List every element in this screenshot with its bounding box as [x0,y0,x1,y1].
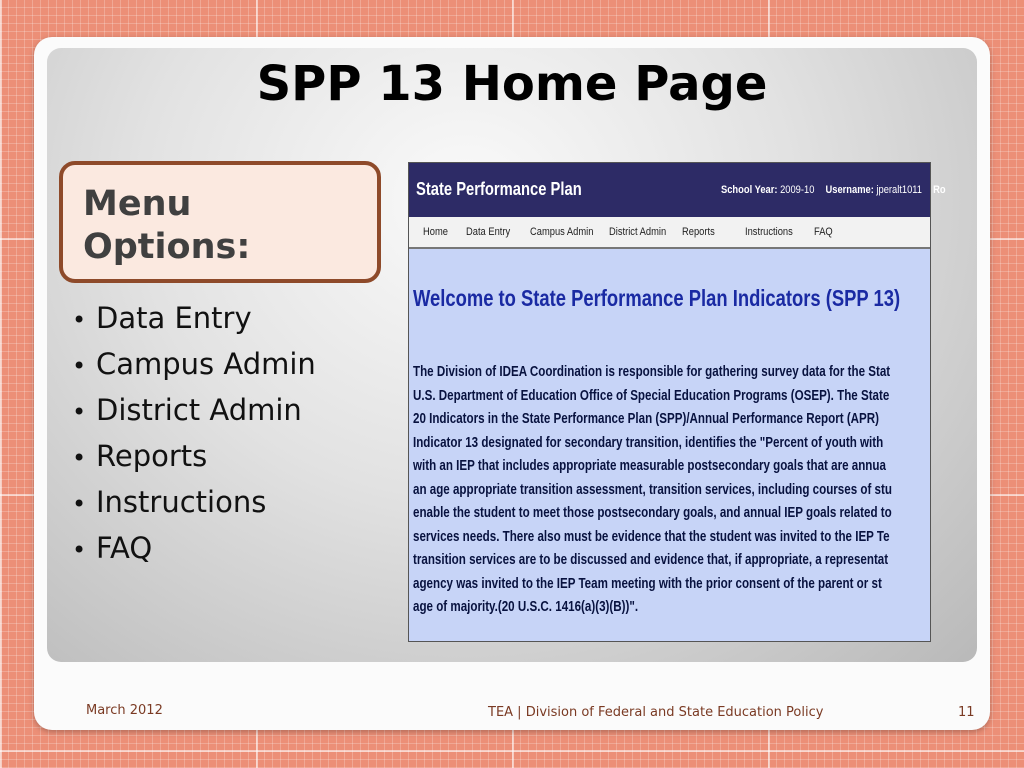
list-item: • FAQ [72,526,316,572]
nav-district-admin[interactable]: District Admin [609,226,667,238]
nav-reports[interactable]: Reports [682,226,715,238]
intro-paragraph: The Division of IDEA Coordination is responsible for gathering survey data for the Stat U.S. Department of Education Office of Special Education Programs (OSEP). The State 20 Indicators in the State Performance Plan (SPP)/Annual Performance Report (APR) Indicator 13 designated for secondary transition, identifies the "Percent of youth with with an IEP that includes appropriate measurable postsecondary goals that are annua an age appropriate transition assessment, transition services, including courses of stu enable the student to meet those postsecondary goals, and annual IEP goals related to services needs. There also must be evidence that the student was invited to the IEP Te transition services are to be discussed and evidence that, if appropriate, a representat agency was invited to the IEP Team meeting with the prior consent of the parent or st age of majority.(20 U.S.C. 1416(a)(3)(B))". [413,364,892,615]
bullet-icon: • [72,352,87,380]
username-label: Username: [825,184,874,196]
menu-heading-line1: Menu [83,184,192,224]
list-item: • Instructions [72,480,316,526]
nav-instructions[interactable]: Instructions [745,226,793,238]
welcome-heading: Welcome to State Performance Plan Indicators (SPP 13) [413,285,901,311]
username-value: jperalt1011 [876,184,923,196]
spp-home-screenshot [408,162,946,642]
bullet-icon: • [72,536,87,564]
app-header [409,163,946,217]
page-number: 11 [958,705,975,720]
footer-date: March 2012 [86,703,163,718]
school-year-value: 2009-10 [780,184,815,196]
list-item: • District Admin [72,388,316,434]
menu-options-box [59,161,381,283]
list-item: • Data Entry [72,296,316,342]
school-year-label: School Year: [721,184,778,196]
bullet-icon: • [72,306,87,334]
menu-options-heading [83,183,250,269]
slide-title: SPP 13 Home Page [256,56,768,112]
bullet-icon: • [72,398,87,426]
nav-data-entry[interactable]: Data Entry [466,226,511,238]
nav-campus-admin[interactable]: Campus Admin [530,226,594,238]
app-brand: State Performance Plan [416,179,582,199]
list-item: • Reports [72,434,316,480]
menu-options-list [72,296,316,572]
footer-organization: TEA | Division of Federal and State Education Policy [488,705,824,720]
list-item: • Campus Admin [72,342,316,388]
app-nav [409,217,930,249]
bullet-icon: • [72,490,87,518]
nav-home[interactable]: Home [423,226,448,238]
session-info [721,184,946,196]
nav-faq[interactable]: FAQ [814,226,833,238]
bullet-icon: • [72,444,87,472]
role-label: Ro [933,184,946,196]
menu-heading-line2: Options: [83,227,251,267]
